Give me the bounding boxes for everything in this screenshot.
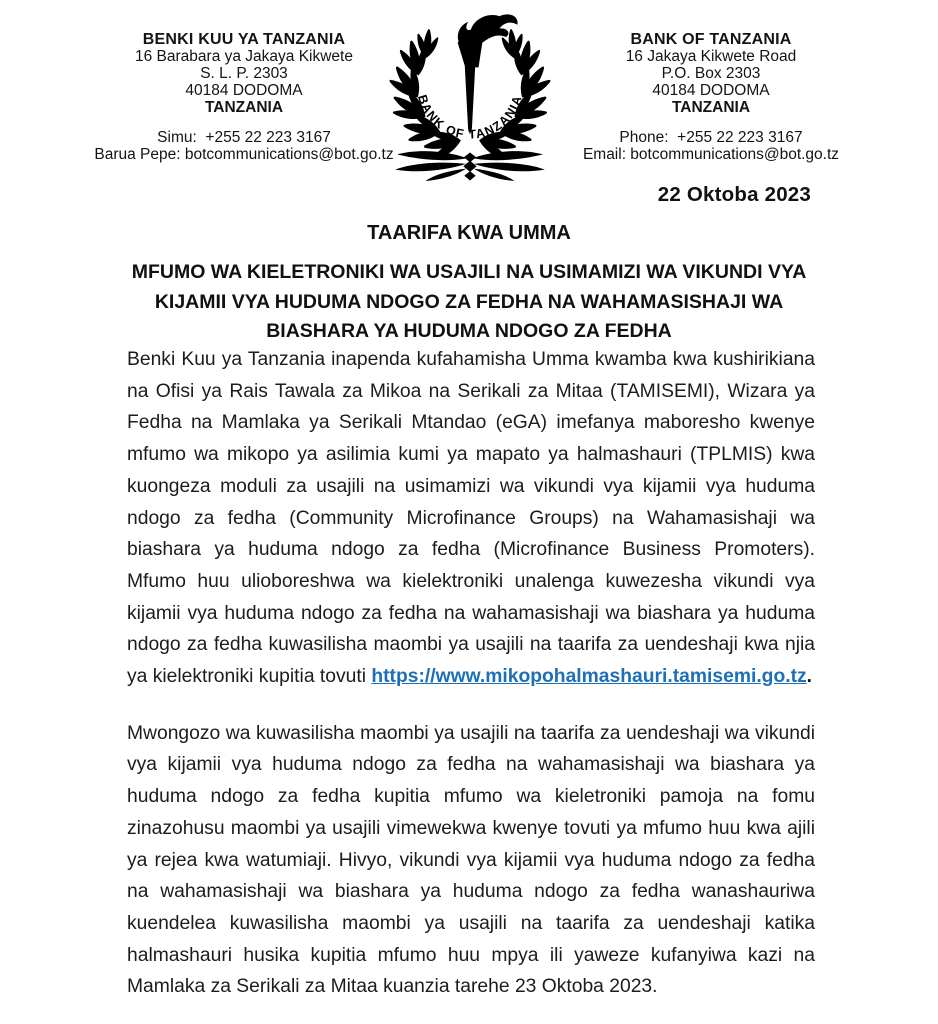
notice-body bbox=[127, 344, 815, 1003]
org-name-swahili: BENKI KUU YA TANZANIA bbox=[142, 31, 346, 48]
email-line: Email: botcommunications@bot.go.tz bbox=[582, 146, 840, 163]
paragraph-1-period: . bbox=[806, 666, 813, 688]
torch-handle bbox=[465, 66, 475, 134]
address-line: 16 Jakaya Kikwete Road bbox=[625, 48, 797, 65]
address-line: 40184 DODOMA bbox=[185, 82, 303, 99]
system-url-link[interactable]: https://www.mikopohalmashauri.tamisemi.go.tz bbox=[371, 666, 807, 688]
bank-of-tanzania-logo bbox=[399, 6, 541, 194]
country-label: TANZANIA bbox=[204, 99, 284, 116]
logo-ring-text: BANK OF TANZANIA bbox=[414, 93, 526, 142]
torch-cup bbox=[458, 39, 483, 67]
address-line: 16 Barabara ya Jakaya Kikwete bbox=[135, 48, 353, 65]
email-line: Barua Pepe: botcommunications@bot.go.tz bbox=[94, 146, 394, 163]
country-label: TANZANIA bbox=[671, 99, 751, 116]
wreath-knot bbox=[463, 153, 476, 181]
address-line: P.O. Box 2303 bbox=[661, 65, 761, 82]
address-line: 40184 DODOMA bbox=[652, 82, 770, 99]
org-name-english: BANK OF TANZANIA bbox=[630, 31, 792, 48]
document-date: 22 Oktoba 2023 bbox=[657, 183, 811, 206]
paragraph-1-text: Benki Kuu ya Tanzania inapenda kufahamisha Umma kwamba kwa kushirikiana na Ofisi ya Rais Tawala za Mikoa na Serikali za Mitaa (TAMISEMI), Wizara ya Fedha na Mamlaka ya Serikali Mtandao (eGA) imefanya maboresho kwenye mfumo wa mikopo ya asilimia kumi ya mapato ya halmashauri (TPLMIS) kwa kuongeza moduli za usajili na usimamizi wa vikundi vya kijamii vya huduma ndogo za fedha (Community Microfinance Groups) na Wahamasishaji wa biashara ya huduma ndogo za fedha (Microfinance Business Promoters). Mfumo huu ulioboreshwa wa kielektroniki unalenga kuwezesha vikundi vya kijamii vya huduma ndogo za fedha na wahamasishaji wa biashara ya huduma ndogo za fedha kuwasilisha maombi ya usajili na taarifa za uendeshaji kwa njia ya kielektroniki kupitia tovuti bbox=[127, 349, 815, 688]
phone-line: Simu: +255 22 223 3167 bbox=[157, 129, 331, 146]
letterhead-english bbox=[558, 31, 864, 163]
paragraph-2: Mwongozo wa kuwasilisha maombi ya usajili na taarifa za uendeshaji wa vikundi vya kijamii vya huduma ndogo za fedha na wahamasishaji wa biashara ya huduma ndogo za fedha kupitia mfumo wa kieletroniki pamoja na fomu zinazohusu maombi ya usajili vimewekwa kwenye tovuti ya mfumo huu kwa ajili ya rejea kwa watumiaji. Hivyo, vikundi vya kijamii vya huduma ndogo za fedha na wahamasishaji wa biashara ya huduma ndogo za fedha wanashauriwa kuendelea kuwasilisha maombi ya usajili na taarifa za uendeshaji katika halmashauri husika kupitia mfumo huu mpya ili yaweze kufanyiwa kazi na Mamlaka za Serikali za Mitaa kuanzia tarehe 23 Oktoba 2023. bbox=[127, 722, 815, 998]
address-line: S. L. P. 2303 bbox=[200, 65, 288, 82]
notice-title: TAARIFA KWA UMMA bbox=[367, 222, 571, 244]
notice-subtitle: MFUMO WA KIELETRONIKI WA USAJILI NA USIMAMIZI WA VIKUNDI VYA KIJAMII VYA HUDUMA NDOGO ZA FEDHA NA WAHAMASISHAJI WA BIASHARA YA HUDUMA NDOGO ZA FEDHA bbox=[131, 261, 807, 343]
paragraph-1 bbox=[127, 344, 815, 693]
letterhead-swahili bbox=[85, 31, 403, 163]
phone-line: Phone: +255 22 223 3167 bbox=[619, 129, 803, 146]
